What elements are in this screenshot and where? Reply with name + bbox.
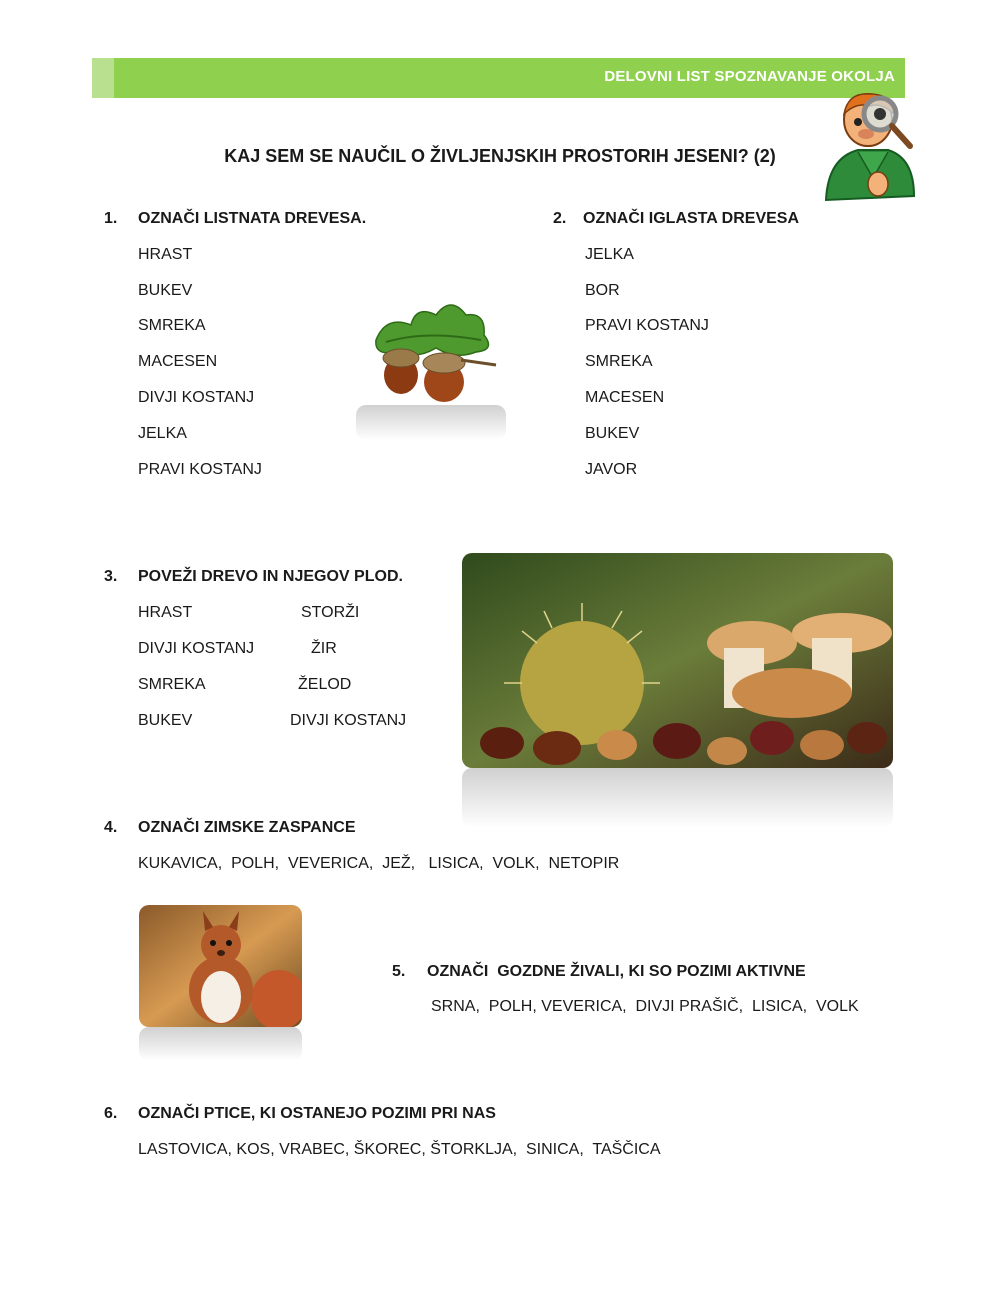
q5-number: 5. (392, 963, 406, 980)
chestnuts-mushrooms-image (462, 553, 893, 768)
q3-number: 3. (104, 568, 118, 585)
header-label: DELOVNI LIST SPOZNAVANJE OKOLJA (604, 68, 895, 85)
acorn-image-reflection (356, 405, 506, 440)
q3-fruit-zir[interactable]: ŽIR (311, 640, 337, 657)
page-title: KAJ SEM SE NAUČIL O ŽIVLJENJSKIH PROSTORIH JESENI? (2) (224, 146, 776, 166)
q2-item-smreka[interactable]: SMREKA (585, 353, 653, 370)
q1-item-divji-kostanj[interactable]: DIVJI KOSTANJ (138, 389, 255, 406)
q3-fruit-storzi[interactable]: STORŽI (301, 604, 360, 621)
q1-item-macesen[interactable]: MACESEN (138, 353, 218, 370)
q1-item-hrast[interactable]: HRAST (138, 246, 193, 263)
q2-item-bor[interactable]: BOR (585, 282, 620, 299)
q6-number: 6. (104, 1105, 118, 1122)
q6-text: OZNAČI PTICE, KI OSTANEJO POZIMI PRI NAS (138, 1105, 496, 1122)
q2-item-pravi-kostanj[interactable]: PRAVI KOSTANJ (585, 317, 709, 334)
q2-number: 2. (553, 210, 567, 227)
q2-text: OZNAČI IGLASTA DREVESA (583, 210, 800, 227)
q3-fruit-zelod[interactable]: ŽELOD (298, 676, 352, 693)
q4-number: 4. (104, 819, 118, 836)
q2-item-jelka[interactable]: JELKA (585, 246, 634, 263)
q4-text: OZNAČI ZIMSKE ZASPANCE (138, 819, 356, 836)
q5-animal-list[interactable]: SRNA, POLH, VEVERICA, DIVJI PRAŠIČ, LISICA, VOLK (431, 998, 859, 1015)
q3-tree-hrast[interactable]: HRAST (138, 604, 193, 621)
q3-fruit-divji-kostanj[interactable]: DIVJI KOSTANJ (290, 712, 407, 729)
q1-text: OZNAČI LISTNATA DREVESA. (138, 210, 367, 227)
squirrel-image (139, 905, 302, 1027)
q3-tree-bukev[interactable]: BUKEV (138, 712, 193, 729)
q1-item-pravi-kostanj[interactable]: PRAVI KOSTANJ (138, 461, 262, 478)
q2-item-javor[interactable]: JAVOR (585, 461, 638, 478)
squirrel-image-reflection (139, 1027, 302, 1061)
q2-item-macesen[interactable]: MACESEN (585, 389, 665, 406)
q3-text: POVEŽI DREVO IN NJEGOV PLOD. (138, 568, 403, 585)
q1-item-bukev[interactable]: BUKEV (138, 282, 193, 299)
q1-number: 1. (104, 210, 118, 227)
q2-item-bukev[interactable]: BUKEV (585, 425, 640, 442)
q4-animal-list[interactable]: KUKAVICA, POLH, VEVERICA, JEŽ, LISICA, VOLK, NETOPIR (138, 855, 620, 872)
q1-item-smreka[interactable]: SMREKA (138, 317, 206, 334)
q3-tree-smreka[interactable]: SMREKA (138, 676, 206, 693)
q1-item-jelka[interactable]: JELKA (138, 425, 187, 442)
acorn-image (356, 290, 506, 405)
q5-text: OZNAČI GOZDNE ŽIVALI, KI SO POZIMI AKTIVNE (427, 963, 806, 980)
q6-bird-list[interactable]: LASTOVICA, KOS, VRABEC, ŠKOREC, ŠTORKLJA, SINICA, TAŠČICA (138, 1141, 661, 1158)
q3-tree-divji-kostanj[interactable]: DIVJI KOSTANJ (138, 640, 255, 657)
chestnuts-image-reflection (462, 768, 893, 828)
